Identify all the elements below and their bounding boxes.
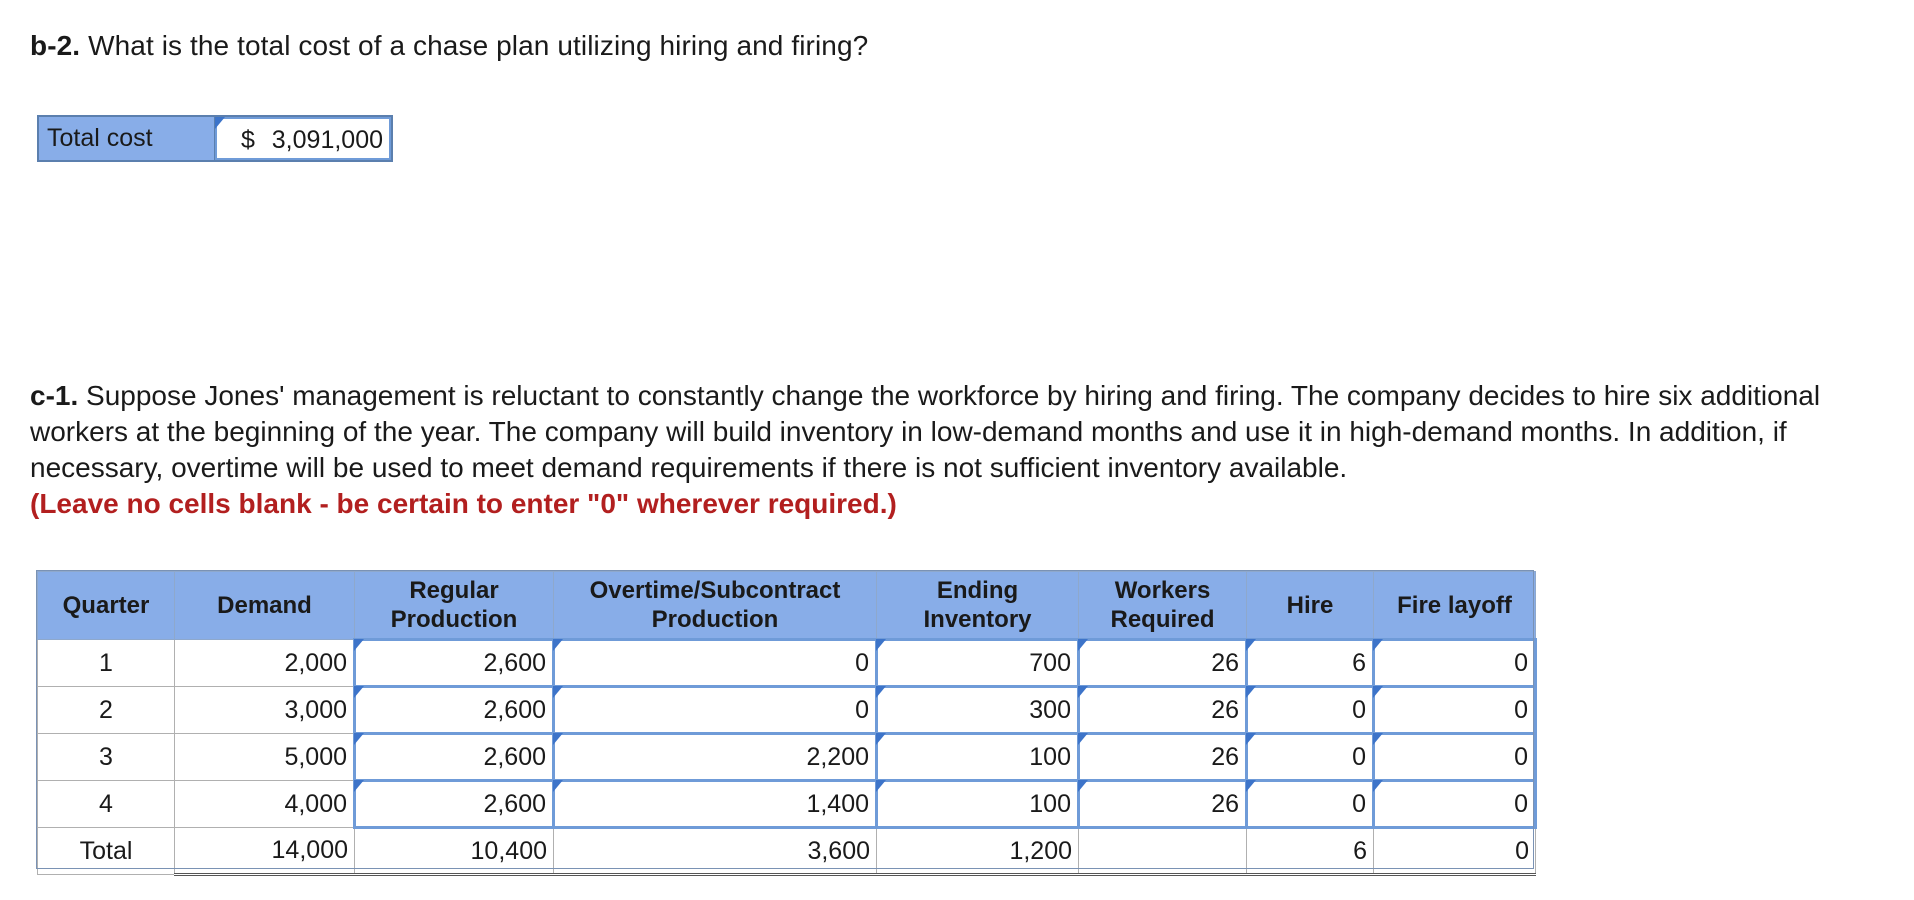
total-hire: 6	[1247, 828, 1374, 875]
header-regular-production: Regular Production	[355, 572, 554, 640]
cell-flag-icon	[354, 733, 364, 745]
cell-flag-icon	[1078, 639, 1088, 651]
overtime-production-input[interactable]: 0	[554, 687, 877, 734]
question-c1-label: c-1.	[30, 380, 79, 411]
total-regular-production: 10,400	[355, 828, 554, 875]
header-quarter: Quarter	[38, 572, 175, 640]
cell-flag-icon	[1246, 780, 1256, 792]
fire-layoff-input[interactable]: 0	[1374, 640, 1536, 687]
fire-layoff-input[interactable]: 0	[1374, 781, 1536, 828]
question-b2-text: What is the total cost of a chase plan utilizing hiring and firing?	[88, 30, 869, 61]
cell-flag-icon	[876, 733, 886, 745]
question-c1	[30, 378, 1910, 522]
cell-flag-icon	[553, 733, 563, 745]
table-row	[38, 734, 1536, 781]
total-label: Total	[38, 828, 175, 875]
total-cost-row	[37, 115, 393, 162]
overtime-production-input[interactable]: 2,200	[554, 734, 877, 781]
cell-flag-icon	[1373, 780, 1383, 792]
overtime-production-input[interactable]: 0	[554, 640, 877, 687]
fire-layoff-input[interactable]: 0	[1374, 687, 1536, 734]
ending-inventory-input[interactable]: 100	[877, 734, 1079, 781]
total-row	[38, 828, 1536, 875]
aggregate-plan-table	[37, 571, 1537, 876]
total-workers-required	[1079, 828, 1247, 875]
question-b2	[30, 28, 868, 64]
cell-flag-icon	[1246, 686, 1256, 698]
header-ending-inventory: Ending Inventory	[877, 572, 1079, 640]
total-overtime-production: 3,600	[554, 828, 877, 875]
cell-flag-icon	[553, 780, 563, 792]
quarter-cell: 4	[38, 781, 175, 828]
regular-production-input[interactable]: 2,600	[355, 734, 554, 781]
workers-required-input[interactable]: 26	[1079, 640, 1247, 687]
quarter-cell: 3	[38, 734, 175, 781]
regular-production-input[interactable]: 2,600	[355, 687, 554, 734]
question-b2-label: b-2.	[30, 30, 81, 61]
workers-required-input[interactable]: 26	[1079, 734, 1247, 781]
cell-flag-icon	[1246, 639, 1256, 651]
ending-inventory-input[interactable]: 100	[877, 781, 1079, 828]
cell-flag-icon	[215, 117, 225, 129]
currency-symbol: $	[241, 126, 255, 154]
regular-production-input[interactable]: 2,600	[355, 640, 554, 687]
cell-flag-icon	[1078, 780, 1088, 792]
cell-flag-icon	[876, 639, 886, 651]
hire-input[interactable]: 0	[1247, 781, 1374, 828]
demand-cell: 3,000	[175, 687, 355, 734]
hire-input[interactable]: 0	[1247, 734, 1374, 781]
table-header-row	[38, 572, 1536, 640]
cell-flag-icon	[876, 686, 886, 698]
cell-flag-icon	[553, 686, 563, 698]
ending-inventory-input[interactable]: 300	[877, 687, 1079, 734]
cell-flag-icon	[1373, 639, 1383, 651]
ending-inventory-input[interactable]: 700	[877, 640, 1079, 687]
question-c1-text: Suppose Jones' management is reluctant to constantly change the workforce by hiring and firing. The company decides to hire six additional workers at the beginning of the year. The company will build inventory in low-demand months and use it in high-demand months. In addition, if necessary, overtime will be used to meet demand requirements if there is not sufficient inventory available.	[30, 380, 1821, 483]
fire-layoff-input[interactable]: 0	[1374, 734, 1536, 781]
cell-flag-icon	[1078, 686, 1088, 698]
hire-input[interactable]: 6	[1247, 640, 1374, 687]
cell-flag-icon	[1246, 733, 1256, 745]
overtime-production-input[interactable]: 1,400	[554, 781, 877, 828]
cell-flag-icon	[354, 686, 364, 698]
cell-flag-icon	[354, 780, 364, 792]
quarter-cell: 1	[38, 640, 175, 687]
demand-cell: 5,000	[175, 734, 355, 781]
workers-required-input[interactable]: 26	[1079, 687, 1247, 734]
table-row	[38, 687, 1536, 734]
header-overtime-production: Overtime/Subcontract Production	[554, 572, 877, 640]
header-hire: Hire	[1247, 572, 1374, 640]
cell-flag-icon	[354, 639, 364, 651]
cell-flag-icon	[876, 780, 886, 792]
total-ending-inventory: 1,200	[877, 828, 1079, 875]
workers-required-input[interactable]: 26	[1079, 781, 1247, 828]
header-workers-required: Workers Required	[1079, 572, 1247, 640]
quarter-cell: 2	[38, 687, 175, 734]
total-demand: 14,000	[175, 828, 355, 875]
cell-flag-icon	[1373, 733, 1383, 745]
demand-cell: 4,000	[175, 781, 355, 828]
header-fire-layoff: Fire layoff	[1374, 572, 1536, 640]
header-demand: Demand	[175, 572, 355, 640]
instruction-text: (Leave no cells blank - be certain to enter "0" wherever required.)	[30, 488, 897, 519]
total-cost-label: Total cost	[39, 117, 215, 160]
hire-input[interactable]: 0	[1247, 687, 1374, 734]
cell-flag-icon	[1373, 686, 1383, 698]
regular-production-input[interactable]: 2,600	[355, 781, 554, 828]
total-cost-value: 3,091,000	[271, 126, 383, 154]
cell-flag-icon	[1078, 733, 1088, 745]
demand-cell: 2,000	[175, 640, 355, 687]
table-row	[38, 640, 1536, 687]
total-cost-input[interactable]	[215, 117, 391, 160]
cell-flag-icon	[553, 639, 563, 651]
table-row	[38, 781, 1536, 828]
total-fire-layoff: 0	[1374, 828, 1536, 875]
